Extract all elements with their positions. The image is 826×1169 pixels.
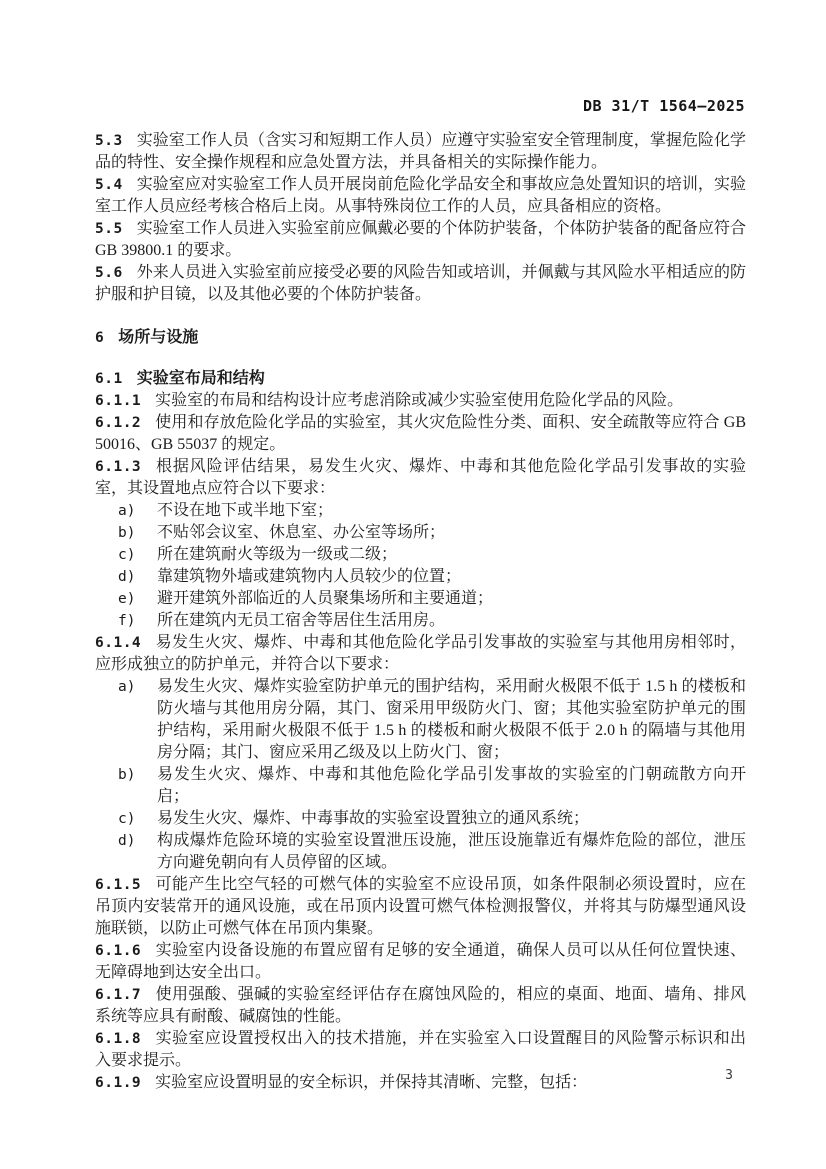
clause-6-1-4	[95, 632, 746, 676]
section-title: 实验室布局和结构	[136, 368, 265, 387]
clause-6-1-7	[95, 984, 746, 1028]
clause-5-6	[95, 262, 746, 306]
list-item-text: 构成爆炸危险环境的实验室设置泄压设施，泄压设施靠近有爆炸危险的部位，泄压方向避免朝向有人员停留的区域。	[157, 832, 746, 871]
clause-text: 实验室工作人员进入实验室前应佩戴必要的个体防护装备，个体防护装备的配备应符合 GB 39800.1 的要求。	[95, 220, 746, 259]
clause-5-3	[95, 130, 746, 174]
clause-number: 6.1.5	[95, 877, 142, 893]
clause-number: 6.1.2	[95, 415, 142, 431]
clause-number: 5.3	[95, 133, 123, 149]
clause-text: 实验室的布局和结构设计应考虑消除或减少实验室使用危险化学品的风险。	[155, 392, 684, 409]
clause-6-1-8	[95, 1028, 746, 1072]
list-item-text: 所在建筑耐火等级为一级或二级；	[157, 546, 398, 563]
clause-text: 实验室应设置授权出入的技术措施，并在实验室入口设置醒目的风险警示标识和出入要求提示。	[95, 1030, 746, 1069]
clause-number: 6.1.3	[95, 459, 142, 475]
list-item-label: e)	[118, 591, 136, 607]
clause-number: 6.1.9	[95, 1075, 142, 1091]
list-item-label: d)	[118, 569, 136, 585]
clause-text: 实验室工作人员（含实习和短期工作人员）应遵守实验室安全管理制度，掌握危险化学品的特性、安全操作规程和应急处置方法，并具备相关的实际操作能力。	[95, 132, 746, 171]
list-item-label: c)	[118, 547, 136, 563]
list-item	[95, 500, 746, 522]
list-item-label: b)	[118, 767, 136, 783]
clause-6-1-1	[95, 390, 746, 412]
clause-text: 使用强酸、强碱的实验室经评估存在腐蚀风险的，相应的桌面、地面、墙角、排风系统等应具有耐酸、碱腐蚀的性能。	[95, 986, 746, 1025]
clause-6-1-6	[95, 940, 746, 984]
clause-text: 实验室应设置明显的安全标识，并保持其清晰、完整，包括：	[155, 1074, 588, 1091]
list-item-text: 所在建筑内无员工宿舍等居住生活用房。	[157, 612, 446, 629]
list-item-text: 易发生火灾、爆炸、中毒事故的实验室设置独立的通风系统；	[157, 810, 590, 827]
clause-number: 6.1.7	[95, 987, 142, 1003]
list-item	[95, 808, 746, 830]
list-item-text: 不贴邻会议室、休息室、办公室等场所；	[157, 524, 446, 541]
document-body	[95, 130, 746, 1094]
doc-number: DB 31/T 1564—2025	[582, 97, 745, 115]
clause-6-1-5	[95, 874, 746, 940]
list-item-label: d)	[118, 833, 136, 849]
clause-6-1-9	[95, 1072, 746, 1094]
section-number: 6	[95, 330, 105, 346]
clause-number: 5.6	[95, 265, 123, 281]
section-number: 6.1	[95, 371, 123, 387]
clause-text: 可能产生比空气轻的可燃气体的实验室不应设吊顶，如条件限制必须设置时，应在吊顶内安装常开的通风设施，或在吊顶内设置可燃气体检测报警仪，并将其与防爆型通风设施联锁，以防止可燃气体在吊顶内集聚。	[95, 876, 746, 937]
clause-5-5	[95, 218, 746, 262]
clause-5-4	[95, 174, 746, 218]
list-item	[95, 830, 746, 874]
list-item-label: c)	[118, 811, 136, 827]
section-title: 场所与设施	[118, 327, 199, 346]
clause-number: 5.4	[95, 177, 123, 193]
clause-text: 外来人员进入实验室前应接受必要的风险告知或培训，并佩戴与其风险水平相适应的防护服和护目镜，以及其他必要的个体防护装备。	[95, 264, 746, 303]
list-item	[95, 544, 746, 566]
clause-text: 根据风险评估结果，易发生火灾、爆炸、中毒和其他危险化学品引发事故的实验室，其设置地点应符合以下要求：	[95, 458, 746, 497]
list-item-label: f)	[118, 613, 136, 629]
list-item-text: 易发生火灾、爆炸、中毒和其他危险化学品引发事故的实验室的门朝疏散方向开启；	[157, 766, 746, 805]
section-heading-6-1	[95, 367, 746, 390]
clause-number: 6.1.1	[95, 393, 142, 409]
list-item-label: a)	[118, 503, 136, 519]
clause-text: 易发生火灾、爆炸、中毒和其他危险化学品引发事故的实验室与其他用房相邻时，应形成独立的防护单元，并符合以下要求：	[95, 634, 746, 673]
list-item	[95, 566, 746, 588]
list-item-text: 不设在地下或半地下室；	[157, 502, 334, 519]
list-item-text: 靠建筑物外墙或建筑物内人员较少的位置；	[157, 568, 462, 585]
clause-text: 实验室应对实验室工作人员开展岗前危险化学品安全和事故应急处置知识的培训，实验室工作人员应经考核合格后上岗。从事特殊岗位工作的人员，应具备相应的资格。	[95, 176, 746, 215]
clause-number: 6.1.4	[95, 635, 142, 651]
list-item	[95, 764, 746, 808]
clause-number: 5.5	[95, 221, 123, 237]
list-item	[95, 610, 746, 632]
list-item	[95, 522, 746, 544]
clause-text: 实验室内设备设施的布置应留有足够的安全通道，确保人员可以从任何位置快速、无障碍地到达安全出口。	[95, 942, 746, 981]
page-footer	[725, 1068, 733, 1083]
clause-text: 使用和存放危险化学品的实验室，其火灾危险性分类、面积、安全疏散等应符合 GB 50016、GB 55037 的规定。	[95, 414, 746, 453]
page-number: 3	[725, 1068, 733, 1083]
clause-number: 6.1.6	[95, 943, 142, 959]
list-item	[95, 588, 746, 610]
clause-6-1-2	[95, 412, 746, 456]
clause-6-1-3	[95, 456, 746, 500]
section-heading-6	[95, 326, 746, 349]
list-item-text: 易发生火灾、爆炸实验室防护单元的围护结构，采用耐火极限不低于 1.5 h 的楼板和防火墙与其他用房分隔，其门、窗采用甲级防火门、窗；其他实验室防护单元的围护结构，采用耐火极限不低于 1.5 h 的楼板和耐火极限不低于 2.0 h 的隔墙与其他用房分隔；其门、窗应采用乙级及以上防火门、窗；	[157, 678, 746, 761]
list-item	[95, 676, 746, 764]
list-item-text: 避开建筑外部临近的人员聚集场所和主要通道；	[157, 590, 494, 607]
list-item-label: a)	[118, 679, 136, 695]
list-item-label: b)	[118, 525, 136, 541]
doc-header	[583, 97, 745, 115]
clause-number: 6.1.8	[95, 1031, 142, 1047]
